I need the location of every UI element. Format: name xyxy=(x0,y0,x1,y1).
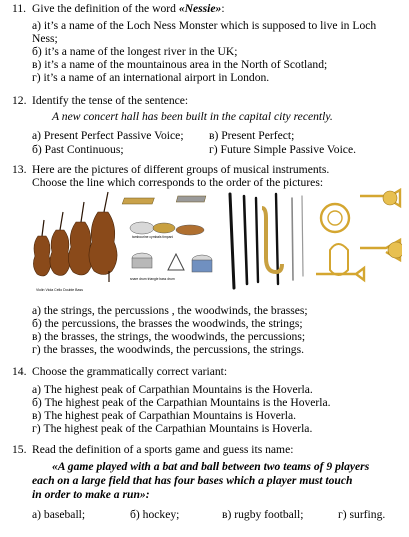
svg-text:Violin Viola Cello Double B: Violin Viola Cello Double Bass xyxy=(36,288,83,292)
q15-definition-line-1: «A game played with a bat and ball between two teams of 9 players xyxy=(52,460,370,473)
q13-option-b[interactable]: б) the percussions, the brasses the woodwinds, the strings; xyxy=(32,317,303,330)
question-11-heading: 11. Give the definition of the word «Nessie»: xyxy=(12,2,225,15)
q14-option-d[interactable]: г) The highest peak of the Carpathian Mountains is Hoverla. xyxy=(32,422,313,435)
q14-option-c[interactable]: в) The highest peak of Carpathian Mountains is Hoverla. xyxy=(32,409,297,422)
q11-option-b[interactable]: б) it’s a name of the longest river in the UK; xyxy=(32,45,238,58)
q12-option-d[interactable]: г) Future Simple Passive Voice. xyxy=(209,143,356,156)
q14-option-a[interactable]: а) The highest peak of Carpathian Mountains is the Hoverla. xyxy=(32,383,313,396)
q11-option-c[interactable]: в) it’s a name of the mountainous area in the North of Scotland; xyxy=(32,58,328,71)
q11-option-d[interactable]: г) it’s a name of an international airport in London. xyxy=(32,71,270,84)
question-15-heading: 15. Read the definition of a sports game and guess its name: xyxy=(12,443,294,456)
q15-option-d[interactable]: г) surfing. xyxy=(338,508,386,521)
q11-option-a-cont: Ness; xyxy=(32,32,58,45)
q15-option-b[interactable]: б) hockey; xyxy=(130,508,180,521)
musical-instruments-picture xyxy=(30,188,402,298)
q13-option-d[interactable]: г) the brasses, the woodwinds, the percussions, the strings. xyxy=(32,343,305,356)
q15-definition-line-2: each on a large field that has four bases which a player must touch xyxy=(32,474,353,487)
svg-text:tambourine cymbals timpan: tambourine cymbals timpani xyxy=(132,235,174,239)
brass-instruments-icon xyxy=(316,190,402,280)
q14-option-b[interactable]: б) The highest peak of the Carpathian Mountains is the Hoverla. xyxy=(32,396,331,409)
question-12-heading: 12. Identify the tense of the sentence: xyxy=(12,94,189,107)
q13-instruction: Choose the line which corresponds to the order of the pictures: xyxy=(32,176,324,189)
q11-option-a[interactable]: а) it’s a name of the Loch Ness Monster which is supposed to live in Loch xyxy=(32,19,377,32)
q15-definition-line-3: in order to make a run»: xyxy=(32,488,150,501)
q12-option-a[interactable]: а) Present Perfect Passive Voice; xyxy=(32,129,184,142)
q13-option-a[interactable]: а) the strings, the percussions , the woodwinds, the brasses; xyxy=(32,304,308,317)
percussion-instruments-icon xyxy=(122,196,212,281)
woodwind-instruments-icon xyxy=(230,194,303,288)
q15-option-a[interactable]: а) baseball; xyxy=(32,508,86,521)
q15-option-c[interactable]: в) rugby football; xyxy=(222,508,304,521)
question-13-heading: 13. Here are the pictures of different groups of musical instruments. xyxy=(12,163,330,176)
svg-text:snare drum triangle bass d: snare drum triangle bass drum xyxy=(130,277,175,281)
q12-option-b[interactable]: б) Past Continuous; xyxy=(32,143,124,156)
q13-option-c[interactable]: в) the brasses, the strings, the woodwinds, the percussions; xyxy=(32,330,306,343)
q12-option-c[interactable]: в) Present Perfect; xyxy=(209,129,295,142)
question-14-heading: 14. Choose the grammatically correct variant: xyxy=(12,365,228,378)
q12-sentence: A new concert hall has been built in the capital city recently. xyxy=(52,110,333,123)
string-instruments-icon xyxy=(33,192,117,292)
